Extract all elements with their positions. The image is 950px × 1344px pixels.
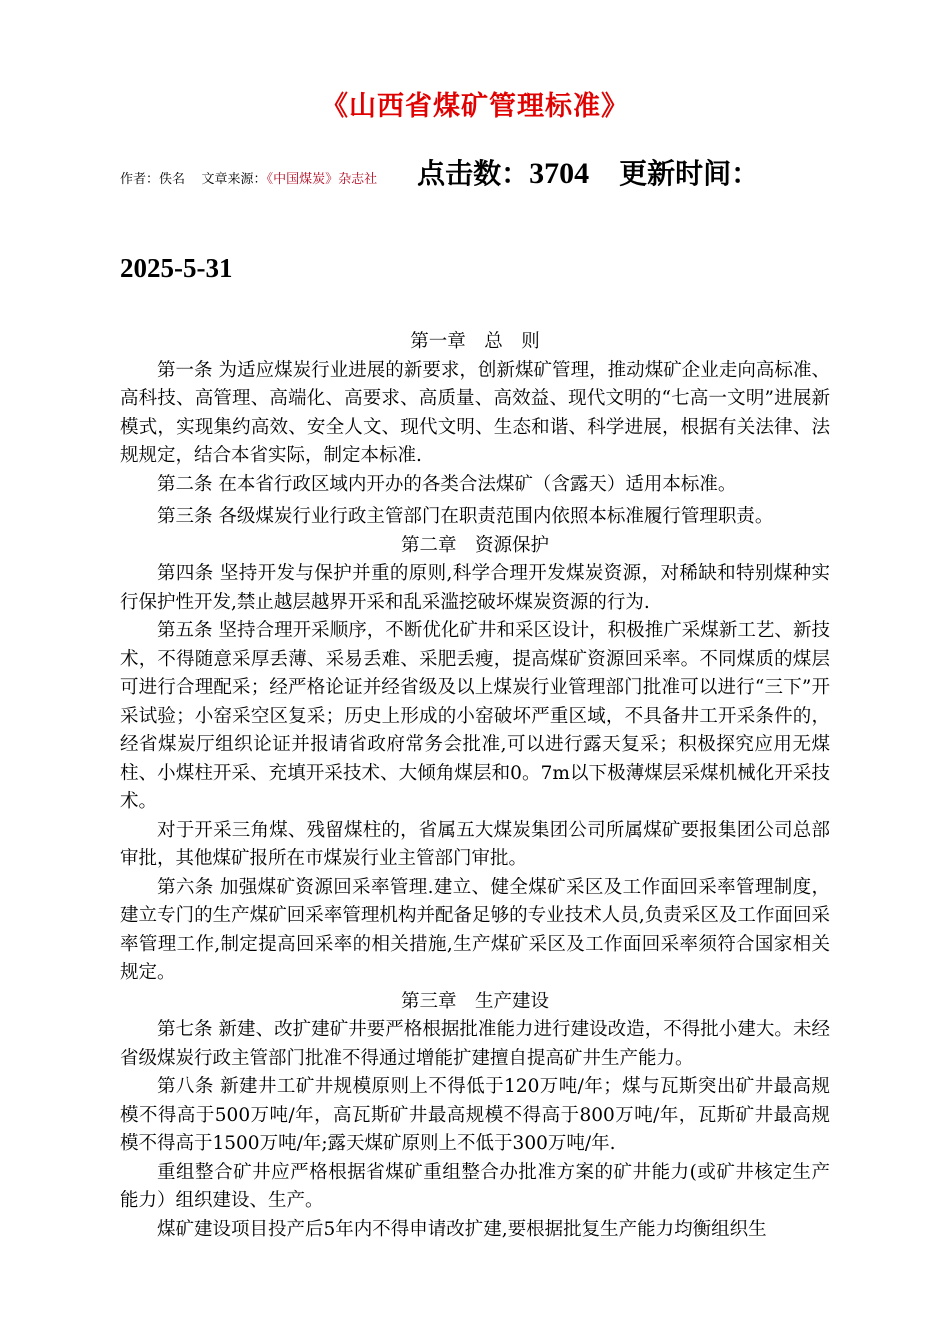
paragraph: 第一条 为适应煤炭行业进展的新要求，创新煤矿管理，推动煤矿企业走向高标准、高科技、高管理、高端化、高要求、高质量、高效益、现代文明的“七高一文明”进展新模式，实现集约高效、安全人文、现代文明、生态和谐、科学进展，根据有关法律、法规规定，结合本省实际，制定本标准. (120, 359, 830, 466)
chapter-heading: 第三章 生产建设 (400, 990, 549, 1012)
clicks-label: 点击数： (417, 157, 530, 190)
page-title: 《山西省煤矿管理标准》 (321, 91, 629, 122)
clicks-value: 3704 (529, 157, 590, 190)
update-date: 2025-5-31 (120, 253, 233, 283)
paragraph: 第六条 加强煤矿资源回采率管理.建立、健全煤矿采区及工作面回采率管理制度，建立专门的生产煤矿回采率管理机构并配备足够的专业技术人员,负责采区及工作面回采率管理工作,制定提高回采率的相关措施,生产煤矿采区及工作面回采率须符合国家相关规定。 (120, 876, 830, 983)
paragraph: 煤矿建设项目投产后5年内不得申请改扩建,要根据批复生产能力均衡组织生 (157, 1218, 767, 1240)
source-link[interactable]: 《中国煤炭》杂志社 (266, 172, 378, 187)
click-count (417, 152, 589, 192)
chapter-heading: 第二章 资源保护 (400, 534, 549, 556)
paragraph: 第五条 坚持合理开采顺序，不断优化矿井和采区设计，积极推广采煤新工艺、新技术，不得随意采厚丢薄、采易丢难、采肥丢瘦，提高煤矿资源回采率。不同煤质的煤层可进行合理配采；经严格论证并经省级及以上煤炭行业管理部门批准可以进行“三下”开采试验；小窑采空区复采；历史上形成的小窑破坏严重区域，不具备井工开采条件的，经省煤炭厅组织论证并报请省政府常务会批准,可以进行露天复采；积极探究应用无煤柱、小煤柱开采、充填开采技术、大倾角煤层和0。7m以下极薄煤层采煤机械化开采技术。 (120, 620, 830, 812)
paragraph: 第四条 坚持开发与保护并重的原则,科学合理开发煤炭资源，对稀缺和特别煤种实行保护性开发,禁止越层越界开采和乱采滥挖破坏煤炭资源的行为. (120, 563, 830, 613)
article-body (120, 328, 830, 1244)
paragraph: 对于开采三角煤、残留煤柱的，省属五大煤炭集团公司所属煤矿要报集团公司总部审批，其他煤矿报所在市煤炭行业主管部门审批。 (120, 819, 830, 869)
updated-label: 更新时间： (619, 157, 760, 190)
paragraph: 第八条 新建井工矿井规模原则上不得低于120万吨/年；煤与瓦斯突出矿井最高规模不得高于500万吨/年，高瓦斯矿井最高规模不得高于800万吨/年，瓦斯矿井最高规模不得高于1500万吨/年;露天煤矿原则上不低于300万吨/年. (120, 1076, 830, 1154)
author-label: 作者：佚名 (120, 172, 186, 187)
source-label: 文章来源： (201, 172, 267, 187)
article-meta (120, 152, 920, 192)
chapter-heading: 第一章 总 则 (410, 331, 540, 352)
paragraph: 重组整合矿井应严格根据省煤矿重组整合办批准方案的矿井能力(或矿井核定生产能力）组织建设、生产。 (120, 1161, 830, 1211)
author-info (120, 168, 377, 187)
paragraph: 第二条 在本省行政区域内开办的各类合法煤矿（含露天）适用本标准。 (157, 473, 737, 495)
paragraph: 第七条 新建、改扩建矿井要严格根据批准能力进行建设改造，不得批小建大。未经省级煤炭行政主管部门批准不得通过增能扩建擅自提高矿井生产能力。 (120, 1019, 830, 1069)
paragraph: 第三条 各级煤炭行业行政主管部门在职责范围内依照本标准履行管理职责。 (157, 506, 774, 527)
